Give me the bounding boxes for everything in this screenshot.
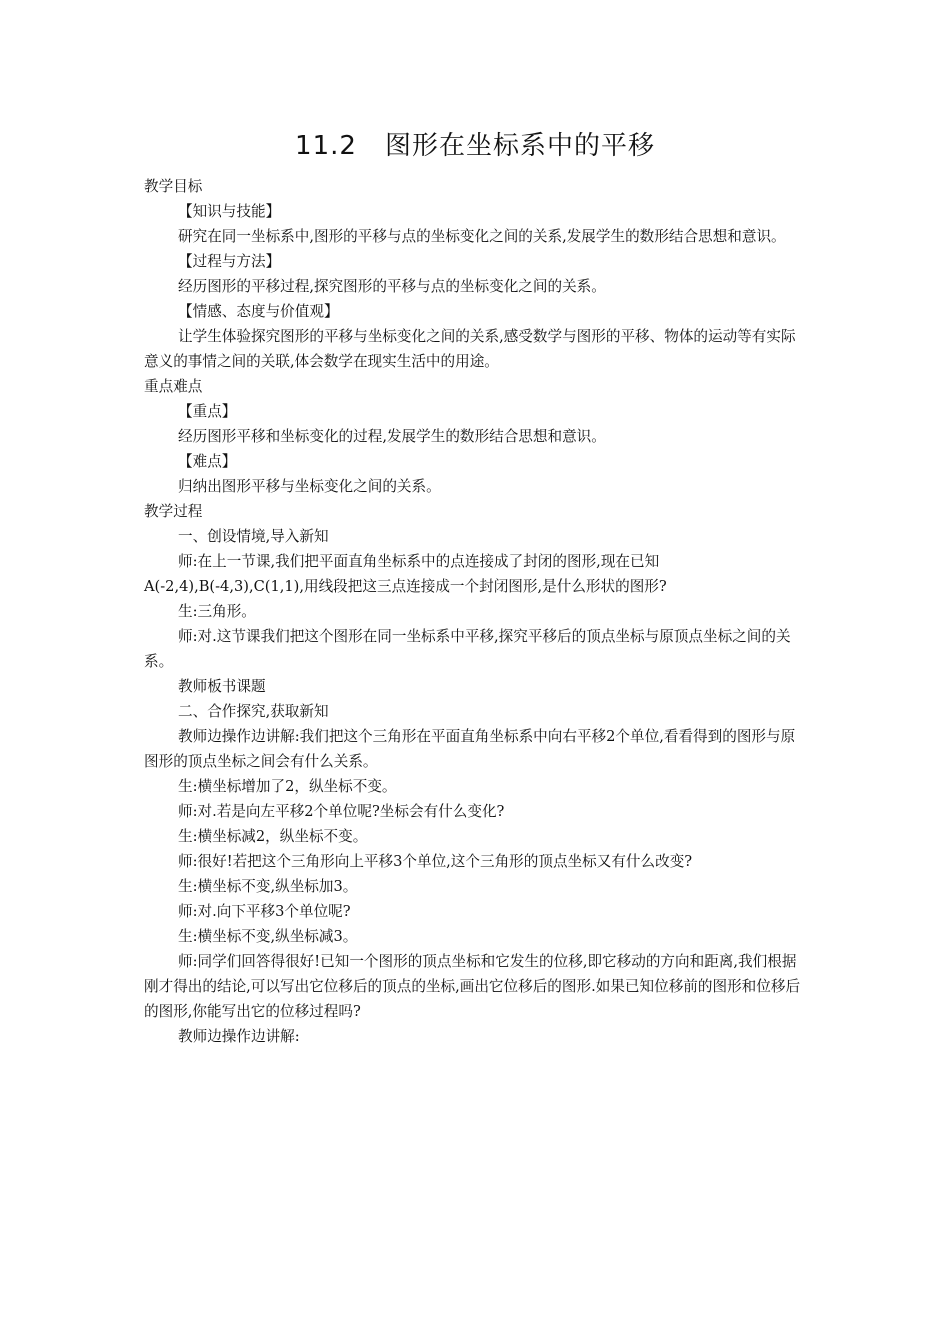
paragraph: 师:对.若是向左平移2个单位呢?坐标会有什么变化? <box>178 803 505 820</box>
heading-key-points: 重点难点 <box>144 378 203 395</box>
page-title <box>0 126 950 166</box>
section-title: 图形在坐标系中的平移 <box>384 131 655 161</box>
paragraph: 生:三角形。 <box>178 603 256 620</box>
paragraph: 经历图形平移和坐标变化的过程,发展学生的数形结合思想和意识。 <box>178 428 606 445</box>
heading-objectives: 教学目标 <box>144 178 203 195</box>
paragraph: 师:在上一节课,我们把平面直角坐标系中的点连接成了封闭的图形,现在已知A(-2,4),B(-4,3),C(1,1),用线段把这三点连接成一个封闭图形,是什么形状的图形? <box>144 553 667 595</box>
subheading-difficulty: 【难点】 <box>178 453 237 470</box>
heading-teaching-process: 教学过程 <box>144 503 203 520</box>
document-body <box>144 174 808 1049</box>
paragraph: 生:横坐标不变,纵坐标加3。 <box>178 878 358 895</box>
paragraph: 经历图形的平移过程,探究图形的平移与点的坐标变化之间的关系。 <box>178 278 606 295</box>
paragraph: 归纳出图形平移与坐标变化之间的关系。 <box>178 478 441 495</box>
paragraph: 师:对.向下平移3个单位呢? <box>178 903 351 920</box>
subheading-process: 【过程与方法】 <box>178 253 281 270</box>
subheading-knowledge: 【知识与技能】 <box>178 203 281 220</box>
paragraph: 教师边操作边讲解:我们把这个三角形在平面直角坐标系中向右平移2个单位,看看得到的图形与原图形的顶点坐标之间会有什么关系。 <box>144 728 796 770</box>
paragraph: 研究在同一坐标系中,图形的平移与点的坐标变化之间的关系,发展学生的数形结合思想和意识。 <box>178 228 786 245</box>
paragraph: 生:横坐标不变,纵坐标减3。 <box>178 928 358 945</box>
subheading-step-two: 二、合作探究,获取新知 <box>178 703 329 720</box>
paragraph: 师:对.这节课我们把这个图形在同一坐标系中平移,探究平移后的顶点坐标与原顶点坐标之间的关系。 <box>144 628 791 670</box>
paragraph: 生:横坐标增加了2，纵坐标不变。 <box>178 778 397 795</box>
paragraph: 教师边操作边讲解: <box>178 1028 300 1045</box>
paragraph: 师:同学们回答得很好!已知一个图形的顶点坐标和它发生的位移,即它移动的方向和距离,我们根据刚才得出的结论,可以写出它位移后的顶点的坐标,画出它位移后的图形.如果已知位移前的图形和位移后的图形,你能写出它的位移过程吗? <box>144 953 801 1020</box>
section-number: 11.2 <box>295 131 357 161</box>
paragraph: 师:很好!若把这个三角形向上平移3个单位,这个三角形的顶点坐标又有什么改变? <box>178 853 693 870</box>
subheading-attitude: 【情感、态度与价值观】 <box>178 303 339 320</box>
paragraph: 生:横坐标减2，纵坐标不变。 <box>178 828 368 845</box>
subheading-focus: 【重点】 <box>178 403 237 420</box>
paragraph: 教师板书课题 <box>178 678 266 695</box>
paragraph: 让学生体验探究图形的平移与坐标变化之间的关系,感受数学与图形的平移、物体的运动等有实际意义的事情之间的关联,体会数学在现实生活中的用途。 <box>144 328 796 370</box>
subheading-step-one: 一、创设情境,导入新知 <box>178 528 329 545</box>
